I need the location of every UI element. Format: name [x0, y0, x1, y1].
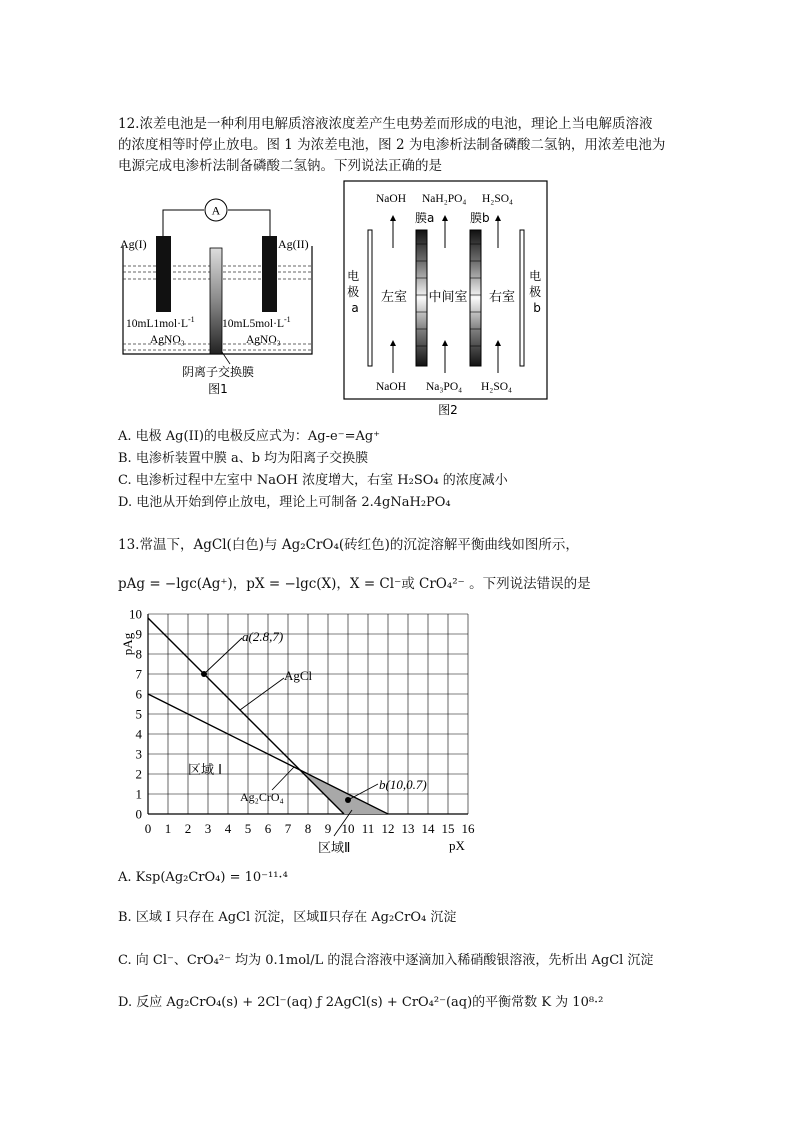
q13-option-a[interactable]: A. Ksp(Ag₂CrO₄) = 10⁻¹¹·⁴: [118, 870, 288, 885]
point-a-leader: [204, 638, 242, 674]
x-tick-label: 16: [461, 821, 475, 836]
membrane-b: [470, 230, 481, 366]
y-tick-label: 2: [135, 766, 142, 782]
q13-option-d[interactable]: D. 反应 Ag₂CrO₄(s) + 2Cl⁻(aq) ƒ 2AgCl(s) + CrO₄²⁻(aq)的平衡常数 K 为 10⁸·²: [118, 995, 604, 1010]
right-solution-name: AgNO₃: [246, 334, 281, 346]
q13-option-b[interactable]: B. 区域 I 只存在 AgCl 沉淀，区域Ⅱ只存在 Ag₂CrO₄ 沉淀: [118, 910, 457, 925]
ag2cro4-curve-label: Ag₂CrO₄: [240, 790, 284, 804]
point-a-label: a(2.8,7): [242, 629, 284, 644]
x-tick-label: 1: [164, 821, 172, 836]
x-tick-label: 6: [264, 821, 272, 836]
output-h2so4: H₂SO₄: [482, 193, 514, 205]
point-b-label: b(10,0.7): [379, 777, 427, 792]
region-ii-label: 区域Ⅱ: [318, 841, 351, 856]
q12-option-b[interactable]: B. 电渗析装置中膜 a、b 均为阳离子交换膜: [118, 451, 369, 466]
y-tick-label: 8: [135, 646, 142, 662]
x-tick-label: 11: [361, 821, 375, 836]
x-tick-label: 15: [441, 821, 455, 836]
q12-options: [118, 427, 508, 515]
membrane-b-label: 膜b: [470, 211, 490, 225]
anion-exchange-membrane: [210, 248, 222, 354]
x-tick-label: 10: [341, 821, 355, 836]
input-h2so4: H₂SO₄: [481, 381, 513, 393]
output-naoh: NaOH: [376, 193, 407, 205]
figure-1-caption: 图1: [208, 382, 228, 396]
y-tick-label: 1: [135, 786, 142, 802]
left-solution-conc: $10mL1mol\cdot L^{-1}$: [126, 315, 195, 330]
q12-option-a[interactable]: A. 电极 Ag(II)的电极反应式为：Ag-e⁻=Ag⁺: [118, 429, 381, 444]
solubility-chart: [112, 604, 502, 860]
q12-option-d[interactable]: D. 电池从开始到停止放电，理论上可制备 2.4gNaH₂PO₄: [118, 495, 451, 510]
electrode-b-plate: [520, 230, 524, 366]
point-b-leader: [348, 784, 378, 800]
agcl-curve: [148, 618, 344, 814]
right-room-label: 右室: [488, 290, 516, 305]
x-tick-label: 9: [324, 821, 332, 836]
x-tick-label: 3: [204, 821, 212, 836]
q13-stem-line1: 13.常温下，AgCl(白色)与 Ag₂CrO₄(砖红色)的沉淀溶解平衡曲线如图所示，: [118, 537, 579, 553]
x-tick-label: 4: [224, 821, 232, 836]
electrode-a-label: 电 极 a: [347, 269, 360, 315]
y-axis-label: pAg: [120, 632, 135, 656]
input-na3po4: Na₃PO₄: [426, 381, 463, 393]
q12-option-c[interactable]: C. 电渗析过程中左室中 NaOH 浓度增大，右室 H₂SO₄ 的浓度减小: [118, 473, 508, 488]
x-tick-label: 5: [244, 821, 252, 836]
y-tick-label: 10: [129, 606, 142, 622]
electrode-ag-i-label: Ag(I): [120, 237, 147, 251]
membrane-a-label: 膜a: [415, 211, 435, 225]
q12-stem-line1: 12.浓差电池是一种利用电解质溶液浓度差产生电势差而形成的电池，理论上当电解质溶液: [118, 116, 653, 132]
agcl-curve-label: AgCl: [284, 668, 313, 683]
membrane-a: [416, 230, 427, 366]
middle-room-label: 中间室: [428, 290, 468, 305]
q13-stem-line2: pAg = −lgc(Ag⁺)，pX = −lgc(X)，X = Cl⁻或 CrO₄²⁻ 。下列说法错误的是: [118, 576, 591, 592]
x-tick-label: 2: [184, 821, 192, 836]
q12-stem-line3: 电源完成电渗析法制备磷酸二氢钠。下列说法正确的是: [118, 158, 442, 174]
q13-option-c[interactable]: C. 向 Cl⁻、CrO₄²⁻ 均为 0.1mol/L 的混合溶液中逐滴加入稀硝酸银溶液，先析出 AgCl 沉淀: [118, 953, 654, 968]
right-solution-conc: $10mL5mol\cdot L^{-1}$: [222, 315, 291, 330]
y-tick-label: 7: [135, 666, 142, 682]
ammeter-label: A: [211, 203, 221, 218]
y-tick-label: 6: [135, 686, 142, 702]
left-room-label: 左室: [380, 290, 408, 305]
x-tick-label: 8: [304, 821, 312, 836]
figure-1-concentration-cell: [118, 196, 328, 398]
output-nah2po4: NaH₂PO₄: [422, 193, 467, 205]
q12-stem: [118, 114, 718, 177]
electrode-ag-ii-label: Ag(II): [278, 237, 309, 251]
ag2cro4-label-leader: [272, 767, 294, 790]
membrane-label: 阴离子交换膜: [181, 365, 255, 379]
electrode-ag-ii: [262, 236, 277, 312]
y-tick-label: 0: [135, 806, 142, 822]
figure-2-electrodialysis: [342, 178, 552, 418]
electrode-b-label: 电 极 b: [529, 269, 542, 315]
y-tick-label: 5: [135, 706, 142, 722]
electrode-a-plate: [368, 230, 372, 366]
figure-2-caption: 图2: [438, 403, 458, 417]
y-tick-label: 4: [135, 726, 142, 742]
x-tick-label: 0: [144, 821, 152, 836]
input-naoh: NaOH: [376, 381, 407, 393]
x-tick-label: 14: [421, 821, 435, 836]
x-tick-label: 13: [401, 821, 415, 836]
x-tick-label: 7: [284, 821, 292, 836]
x-tick-label: 12: [381, 821, 395, 836]
electrode-ag-i: [156, 236, 171, 312]
region-i-label: 区域 I: [188, 763, 222, 778]
left-solution-name: AgNO₃: [150, 334, 185, 346]
y-tick-label: 3: [135, 746, 142, 762]
x-axis-label: pX: [449, 838, 465, 853]
q12-stem-line2: 的浓度相等时停止放电。图 1 为浓差电池，图 2 为电渗析法制备磷酸二氢钠，用浓差电池为: [118, 137, 666, 153]
y-tick-label: 9: [135, 626, 142, 642]
